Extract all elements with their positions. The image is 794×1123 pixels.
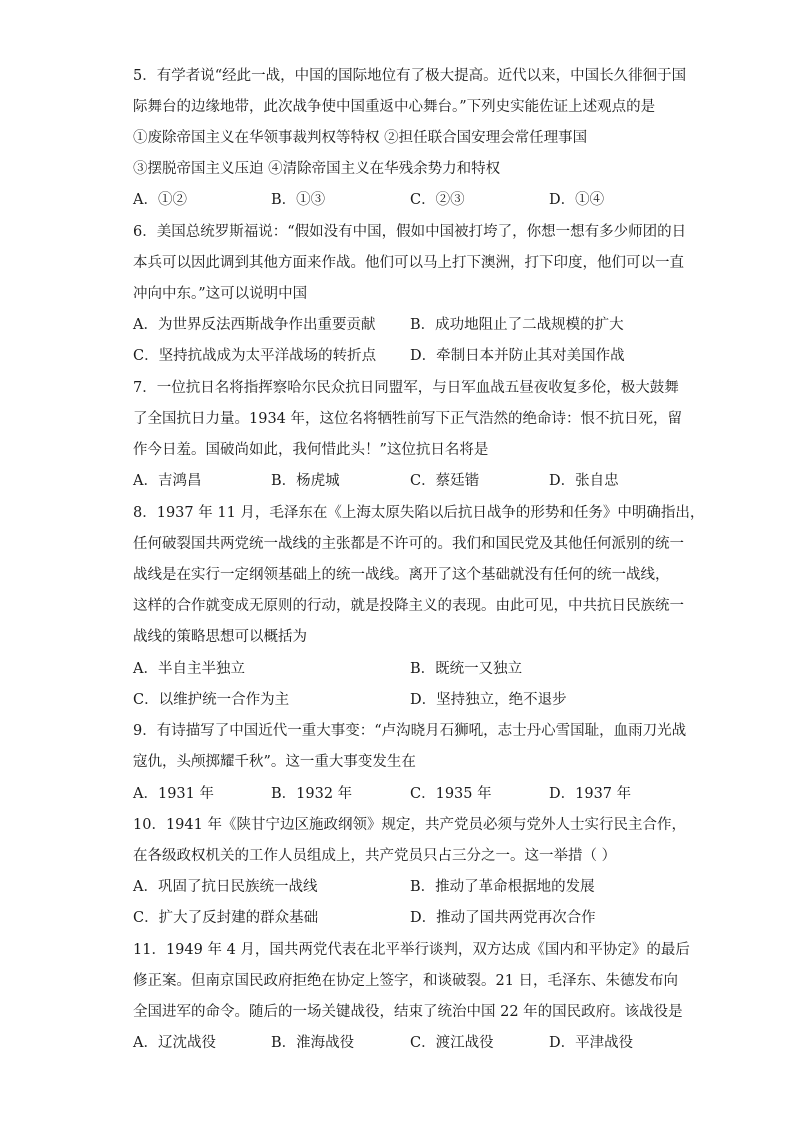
q5-option-b[interactable]: B．①③ xyxy=(271,192,326,208)
q7-option-a[interactable]: A．吉鸿昌 xyxy=(133,473,202,489)
q6-stem-line-1: 6．美国总统罗斯福说：“假如没有中国，假如中国被打垮了，你想一想有多少师团的日 xyxy=(133,224,687,240)
q5-stem-line-2: 际舞台的边缘地带，此次战争使中国重返中心舞台。”下列史实能佐证上述观点的是 xyxy=(133,99,656,115)
q6-option-b[interactable]: B．成功地阻止了二战规模的扩大 xyxy=(410,317,624,333)
q11-option-c[interactable]: C．渡江战役 xyxy=(410,1035,494,1051)
q8-option-c[interactable]: C．以维护统一合作为主 xyxy=(133,692,290,708)
q7-stem-line-3: 作今日羞。国破尚如此，我何惜此头！”这位抗日名将是 xyxy=(133,442,489,458)
q11-option-b[interactable]: B．淮海战役 xyxy=(271,1035,355,1051)
q11-stem-line-1: 11．1949 年 4 月，国共两党代表在北平举行谈判，双方达成《国内和平协定》的最后 xyxy=(133,942,690,958)
q11-stem-line-2: 修正案。但南京国民政府拒绝在协定上签字，和谈破裂。21 日，毛泽东、朱德发布向 xyxy=(133,973,679,989)
q8-stem-line-1: 8．1937 年 11 月，毛泽东在《上海太原失陷以后抗日战争的形势和任务》中明确指出， xyxy=(133,505,705,521)
q5-stem-line-1: 5．有学者说“经此一战，中国的国际地位有了极大提高。近代以来，中国长久徘徊于国 xyxy=(133,68,687,84)
q9-stem-line-2: 寇仇，头颅掷耀千秋”。这一重大事变发生在 xyxy=(133,754,416,770)
q9-option-d[interactable]: D．1937 年 xyxy=(549,786,632,802)
q7-option-d[interactable]: D．张自忠 xyxy=(549,473,619,489)
q6-stem-line-3: 冲向中东。”这可以说明中国 xyxy=(133,286,308,302)
q8-stem-line-2: 任何破裂国共两党统一战线的主张都是不许可的。我们和国民党及其他任何派别的统一 xyxy=(133,536,684,552)
q9-option-a[interactable]: A．1931 年 xyxy=(133,786,214,802)
q6-stem-line-2: 本兵可以因此调到其他方面来作战。他们可以马上打下澳洲，打下印度，他们可以一直 xyxy=(133,255,684,271)
q5-option-a[interactable]: A．①② xyxy=(133,192,187,208)
q7-option-c[interactable]: C．蔡廷锴 xyxy=(410,473,480,489)
q8-stem-line-3: 战线是在实行一定纲领基础上的统一战线。离开了这个基础就没有任何的统一战线， xyxy=(133,567,670,583)
q9-option-b[interactable]: B．1932 年 xyxy=(271,786,353,802)
q8-option-d[interactable]: D．坚持独立，绝不退步 xyxy=(410,692,567,708)
q10-stem-line-2: 在各级政权机关的工作人员组成上，共产党员只占三分之一。这一举措（ ） xyxy=(133,848,617,864)
q5-stem-line-3: ①废除帝国主义在华领事裁判权等特权 ②担任联合国安理会常任理事国 xyxy=(133,130,588,146)
q10-option-a[interactable]: A．巩固了抗日民族统一战线 xyxy=(133,879,318,895)
q8-stem-line-4: 这样的合作就变成无原则的行动，就是投降主义的表现。由此可见，中共抗日民族统一 xyxy=(133,598,684,614)
q5-option-d[interactable]: D．①④ xyxy=(549,192,605,208)
q8-option-b[interactable]: B．既统一又独立 xyxy=(410,661,523,677)
q6-option-c[interactable]: C．坚持抗战成为太平洋战场的转折点 xyxy=(133,348,377,364)
q10-option-c[interactable]: C．扩大了反封建的群众基础 xyxy=(133,910,319,926)
q10-option-d[interactable]: D．推动了国共两党再次合作 xyxy=(410,910,596,926)
q5-option-c[interactable]: C．②③ xyxy=(410,192,465,208)
q9-option-c[interactable]: C．1935 年 xyxy=(410,786,492,802)
q10-stem-line-1: 10．1941 年《陕甘宁边区施政纲领》规定，共产党员必须与党外人士实行民主合作， xyxy=(133,817,686,833)
q8-stem-line-5: 战线的策略思想可以概括为 xyxy=(133,629,307,645)
q5-stem-line-4: ③摆脱帝国主义压迫 ④清除帝国主义在华残余势力和特权 xyxy=(133,161,501,177)
q6-option-d[interactable]: D．牵制日本并防止其对美国作战 xyxy=(410,348,625,364)
q7-stem-line-1: 7．一位抗日名将指挥察哈尔民众抗日同盟军，与日军血战五昼夜收复多伦，极大鼓舞 xyxy=(133,380,679,396)
q10-option-b[interactable]: B．推动了革命根据地的发展 xyxy=(410,879,595,895)
q11-stem-line-3: 全国进军的命令。随后的一场关键战役，结束了统治中国 22 年的国民政府。该战役是 xyxy=(133,1004,683,1020)
q9-stem-line-1: 9．有诗描写了中国近代一重大事变：“卢沟晓月石狮吼，志士丹心雪国耻，血雨刀光战 xyxy=(133,723,687,739)
q8-option-a[interactable]: A．半自主半独立 xyxy=(133,661,245,677)
q11-option-d[interactable]: D．平津战役 xyxy=(549,1035,634,1051)
q7-option-b[interactable]: B．杨虎城 xyxy=(271,473,340,489)
q7-stem-line-2: 了全国抗日力量。1934 年，这位名将牺牲前写下正气浩然的绝命诗：恨不抗日死，留 xyxy=(133,411,683,427)
q11-option-a[interactable]: A．辽沈战役 xyxy=(133,1035,216,1051)
q6-option-a[interactable]: A．为世界反法西斯战争作出重要贡献 xyxy=(133,317,376,333)
